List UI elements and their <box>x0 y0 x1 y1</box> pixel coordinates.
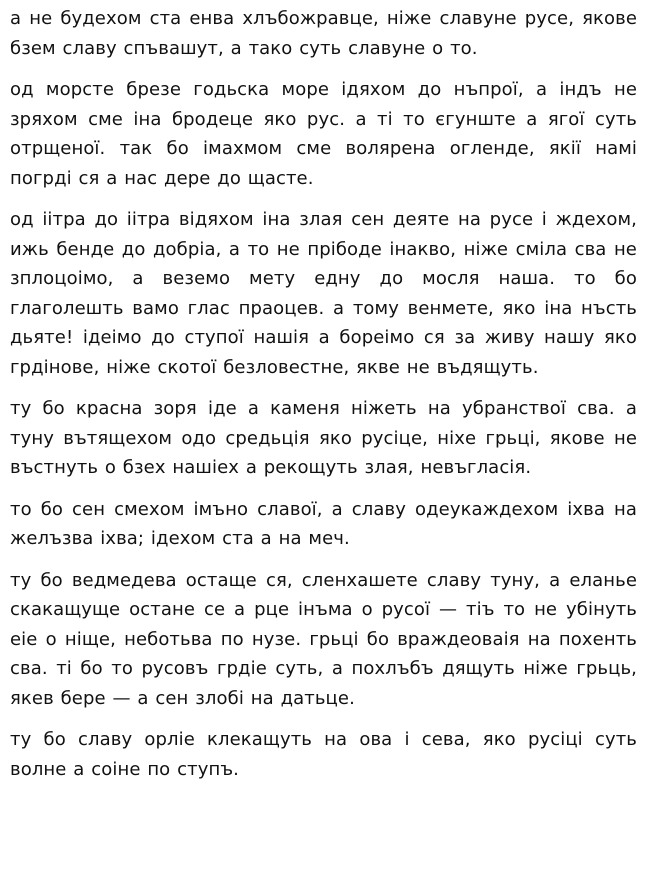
paragraph-6: ту бо ведмедева остаще ся, сленхашете славу туну, а еланье скакащуще остане се а рце інъма о русої — тіъ то не убінуть еіе о ніще, неботьва по нузе. грьці бо враждеоваія на похенть сва. ті бо то русовъ грдіе суть, а похлъбъ дящуть ніже грьць, якев бере — а сен злобі на датьце. <box>10 569 637 709</box>
paragraph-1: а не будехом ста енва хлъбожравце, ніже славуне русе, якове бзем славу спъвашут, а тако суть славуне о то. <box>10 8 637 59</box>
paragraph-5: то бо сен смехом імъно славої, а славу одеукаждехом іхва на желъзва іхва; ідехом ста а на меч. <box>10 498 637 549</box>
paragraph-2: од морсте брезе годьска море ідяхом до нъпрої, а індъ не зряхом сме іна бродеце яко рус. а ті то єгунште а ягої суть отрщеної. так бо імахмом сме волярена огленде, якії намі погрді ся а нас дере до щасте. <box>10 79 637 189</box>
paragraph-7: ту бо славу орліе клекащуть на ова і сева, яко русіці суть волне а соіне по ступъ. <box>10 729 637 780</box>
paragraph-4: ту бо красна зоря іде а каменя ніжеть на убранствої сва. а туну вътящехом одо средьція яко русіце, ніхе грьці, якове не въстнуть о бзех нашіех а рекощуть злая, невъгласія. <box>10 398 637 478</box>
paragraph-3: од іітра до іітра відяхом іна злая сен деяте на русе і ждехом, ижь бенде до добріа, а то не прібоде інакво, ніже сміла сва не зплоцоімо, а веземо мету едну до мосля наша. то бо глаголешть вамо глас праоцев. а тому венмете, яко іна нъсть дьяте! ідеімо до ступої нашія а бореімо ся за живу нашу яко грдінове, ніже скотої безловестне, якве не въдящуть. <box>10 209 637 378</box>
